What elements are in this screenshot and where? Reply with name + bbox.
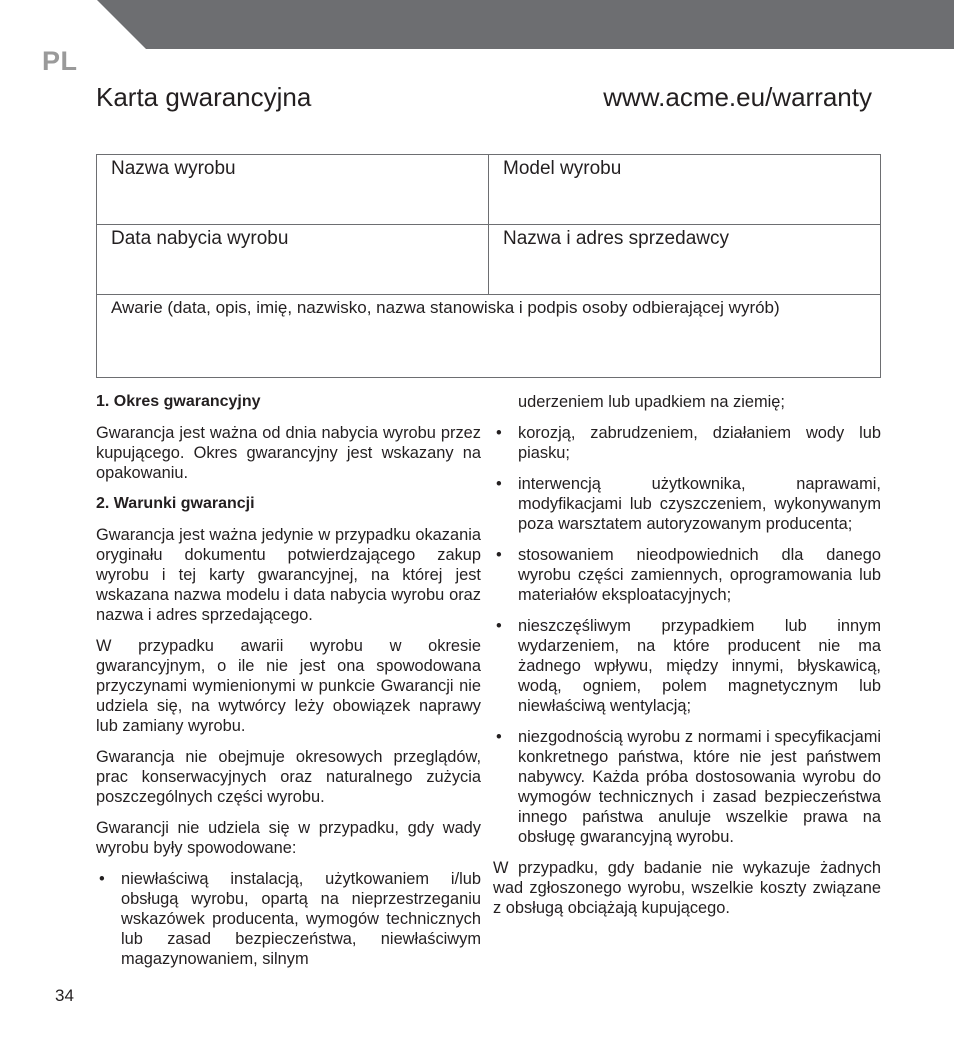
list-item — [493, 423, 881, 463]
section-1-paragraph: Gwarancja jest ważna od dnia nabycia wyrobu przez kupującego. Okres gwarancyjny jest wskazany na opakowaniu. — [96, 424, 481, 482]
list-item-text: korozją, zabrudzeniem, działaniem wody lub piasku; — [518, 424, 881, 462]
list-item — [493, 727, 881, 847]
purchase-date-field[interactable]: Data nabycia wyrobu — [97, 225, 489, 295]
section-1-heading: 1. Okres gwarancyjny — [96, 393, 261, 410]
section-2-paragraph-4: Gwarancji nie udziela się w przypadku, gdy wady wyrobu były spowodowane: — [96, 819, 481, 857]
right-column — [493, 392, 881, 929]
page-title: Karta gwarancyjna — [96, 82, 312, 112]
section-2-paragraph-1: Gwarancja jest ważna jedynie w przypadku okazania oryginału dokumentu potwierdzającego zakup wyrobu i tej karty gwarancyjnej, na której jest wskazana nazwa modelu i data nabycia wyrobu oraz nazwa i adres sprzedającego. — [96, 526, 481, 624]
list-item-text: niezgodnością wyrobu z normami i specyfikacjami konkretnego państwa, które nie jest państwem nabywcy. Każda próba dostosowania wyrobu do wymogów technicznych i zasad bezpieczeństwa innego państwa anuluje wszelkie prawa na obsługę gwarancyjną wyrobu. — [518, 728, 881, 846]
left-column — [96, 392, 481, 980]
list-item-text: stosowaniem nieodpowiednich dla danego wyrobu części zamiennych, oprogramowania lub materiałów eksploatacyjnych; — [518, 546, 881, 604]
list-item-text: niewłaściwą instalacją, użytkowaniem i/lub obsługą wyrobu, opartą na nieprzestrzeganiu wskazówek producenta, wymogów technicznych lub zasad bezpieczeństwa, niewłaściwym magazynowaniem, silnym — [121, 870, 481, 968]
bullet-icon: • — [99, 870, 105, 888]
bullet-icon: • — [496, 475, 502, 493]
exclusions-list — [96, 869, 481, 969]
exclusions-list-continued — [493, 423, 881, 847]
list-item-continuation: uderzeniem lub upadkiem na ziemię; — [518, 393, 785, 411]
list-item-text: nieszczęśliwym przypadkiem lub innym wydarzeniem, na które producent nie ma żadnego wpływu, między innymi, błyskawicą, wodą, ogniem, polem magnetycznym lub niewłaściwą wentylacją; — [518, 617, 881, 715]
list-item-text: interwencją użytkownika, naprawami, modyfikacjami lub czyszczeniem, wykonywanym poza warsztatem autoryzowanym producenta; — [518, 475, 881, 533]
bullet-icon: • — [496, 728, 502, 746]
seller-field[interactable]: Nazwa i adres sprzedawcy — [489, 225, 881, 295]
header-band — [0, 0, 954, 49]
bullet-icon: • — [496, 546, 502, 564]
section-2-paragraph-2: W przypadku awarii wyrobu w okresie gwarancyjnym, o ile nie jest ona spowodowana przyczynami wymienionymi w punkcie Gwarancji nie udziela się, na wytwórcy leży obowiązek naprawy lub zamiany wyrobu. — [96, 637, 481, 735]
warranty-form — [96, 154, 881, 378]
bullet-icon: • — [496, 424, 502, 442]
closing-paragraph: W przypadku, gdy badanie nie wykazuje żadnych wad zgłoszonego wyrobu, wszelkie koszty związane z obsługą obciążają kupującego. — [493, 859, 881, 917]
product-model-field[interactable]: Model wyrobu — [489, 155, 881, 225]
list-item — [493, 616, 881, 716]
product-name-field[interactable]: Nazwa wyrobu — [97, 155, 489, 225]
bullet-icon: • — [496, 617, 502, 635]
section-2-heading: 2. Warunki gwarancji — [96, 495, 255, 512]
failures-field[interactable]: Awarie (data, opis, imię, nazwisko, nazwa stanowiska i podpis osoby odbierającej wyrób) — [97, 295, 881, 378]
section-2-paragraph-3: Gwarancja nie obejmuje okresowych przeglądów, prac konserwacyjnych oraz naturalnego zużycia poszczególnych części wyrobu. — [96, 748, 481, 806]
language-code: PL — [42, 46, 78, 76]
list-item — [493, 474, 881, 534]
list-item — [96, 869, 481, 969]
page-number: 34 — [55, 986, 74, 1005]
warranty-url[interactable]: www.acme.eu/warranty — [603, 82, 872, 112]
list-item — [493, 545, 881, 605]
